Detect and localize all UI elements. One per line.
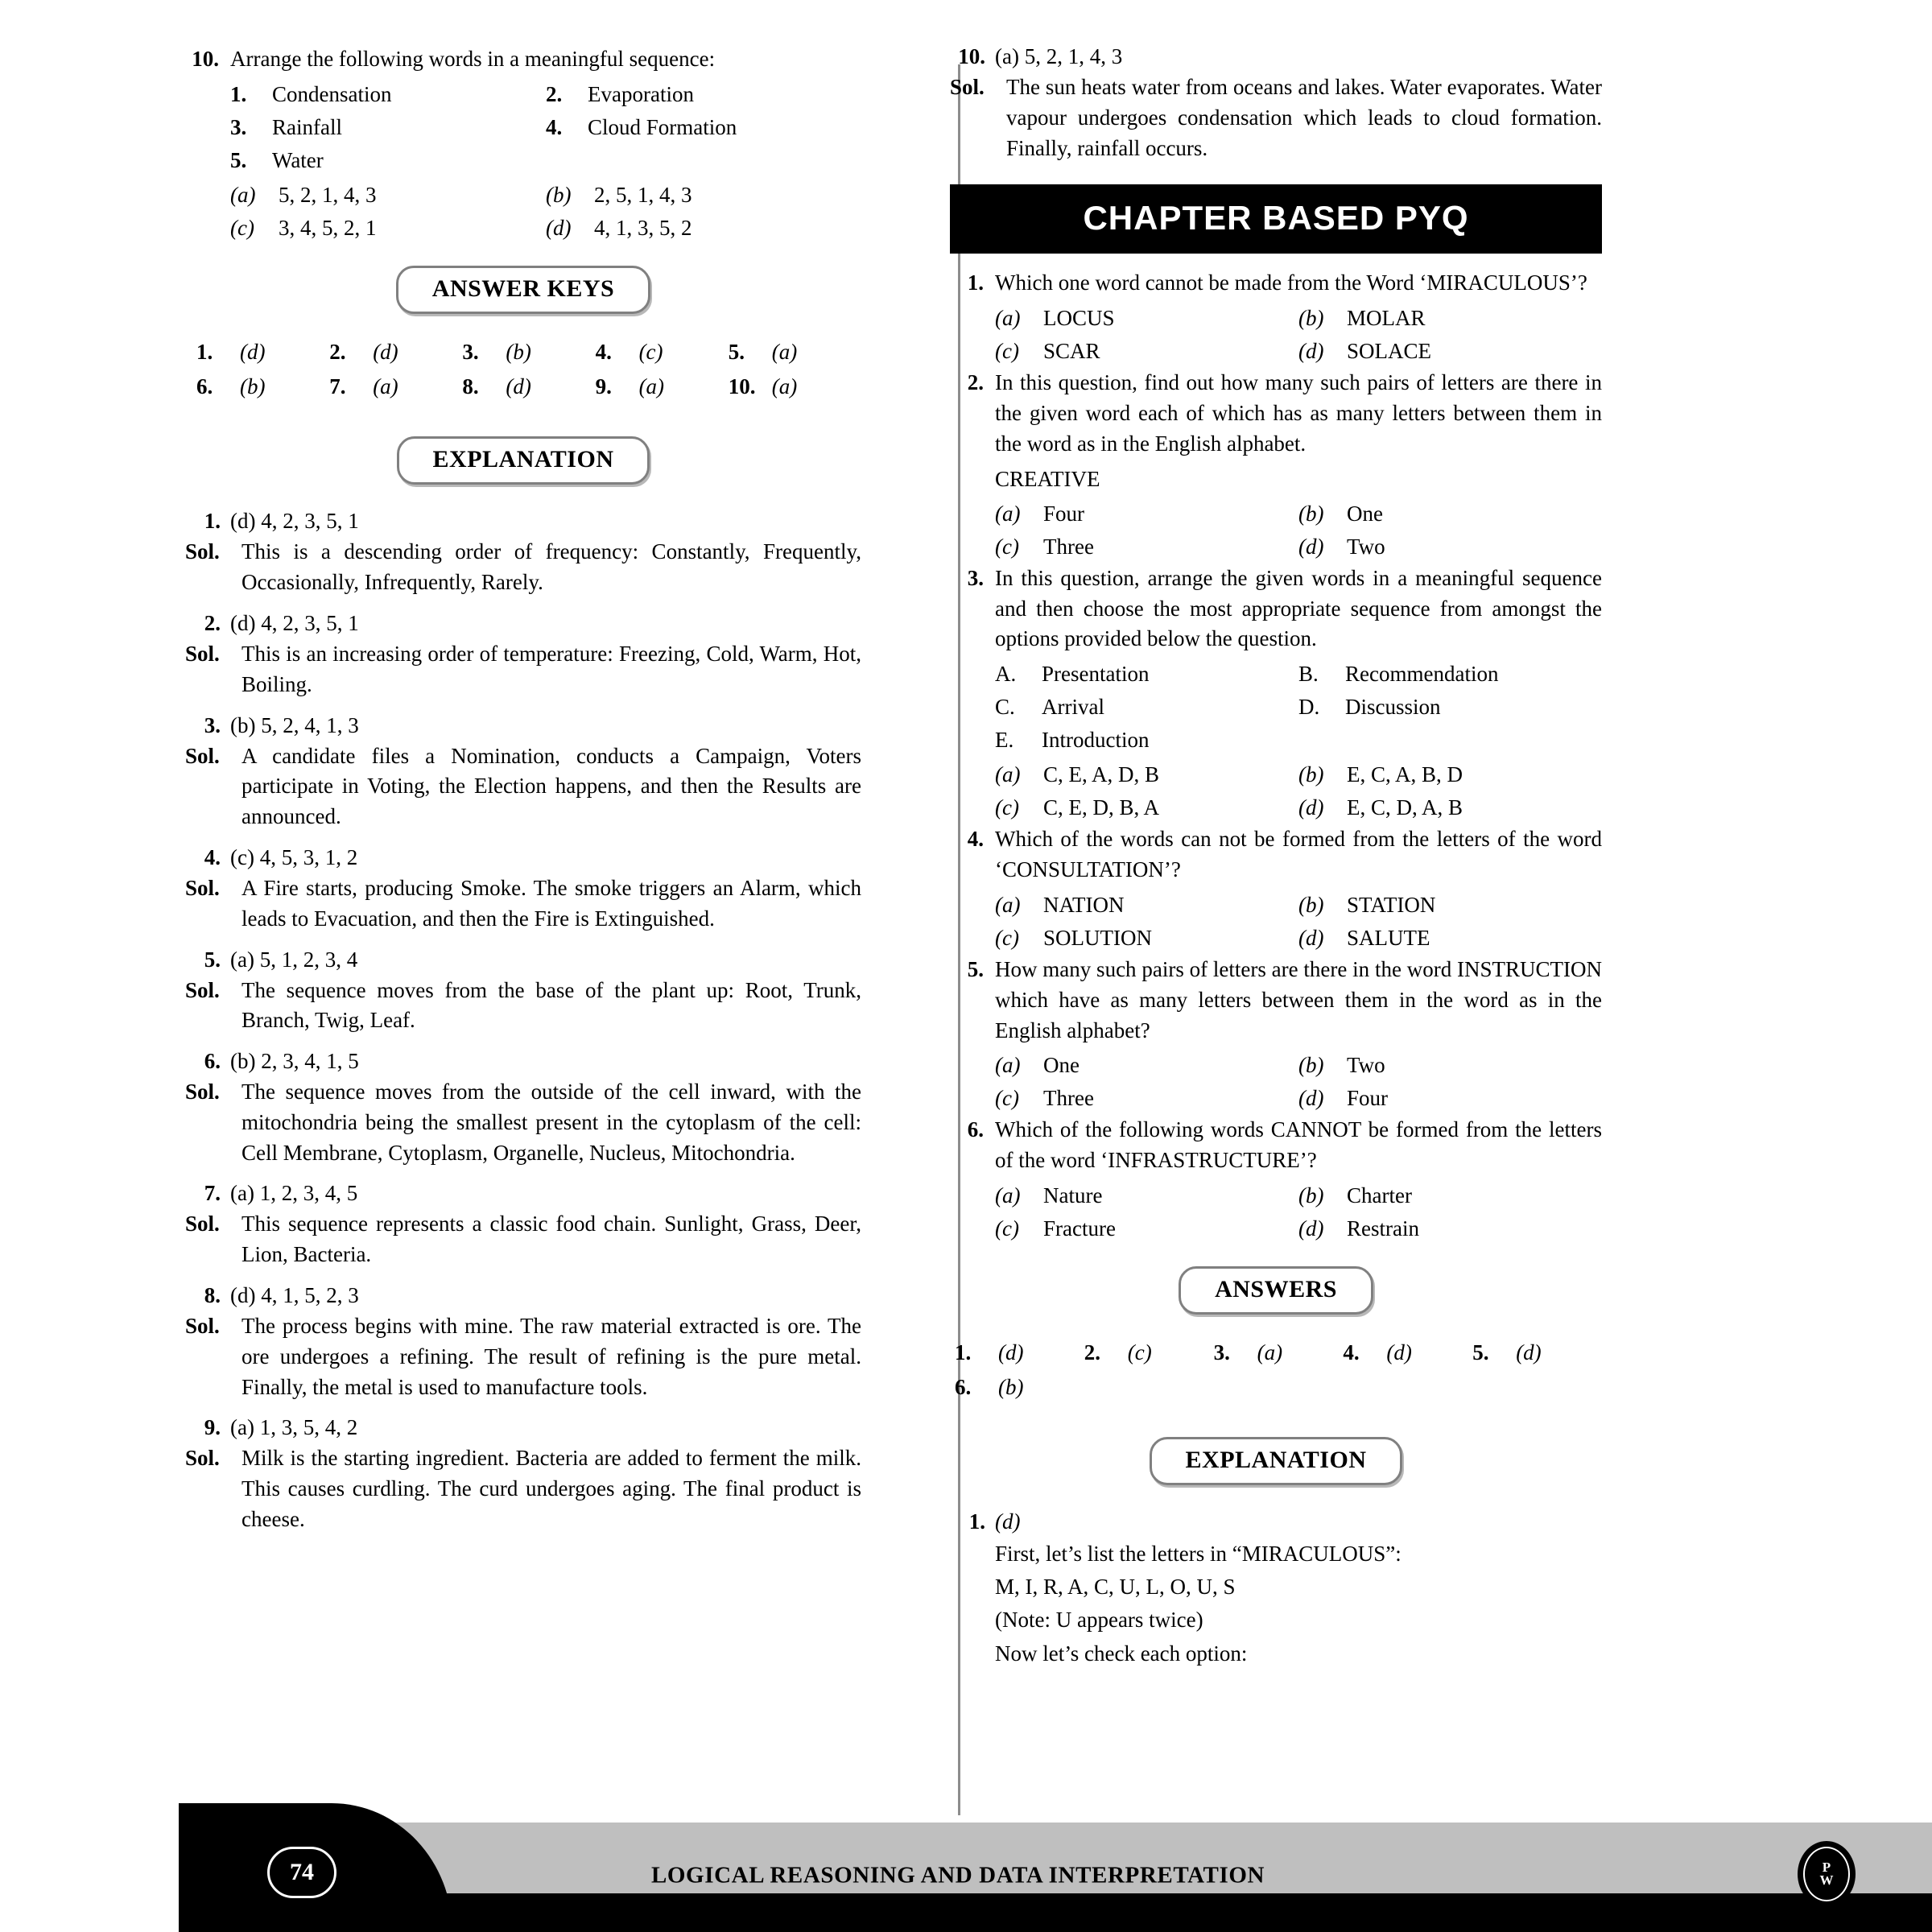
answer-item: [955, 1370, 1084, 1405]
option-key: (d): [1298, 339, 1324, 364]
answer-key-value: (b): [506, 339, 531, 364]
option-b[interactable]: [1298, 758, 1602, 791]
answer-key-number: 5.: [728, 339, 745, 364]
option-key: (c): [995, 925, 1019, 950]
option-row: [995, 1049, 1602, 1082]
option-a[interactable]: [995, 302, 1298, 335]
answer-key-value: (a): [638, 374, 665, 399]
answers-badge: ANSWERS: [1179, 1266, 1373, 1315]
explanation-answer: [185, 1415, 861, 1440]
option-c[interactable]: [230, 212, 546, 245]
answer-keys-badge: ANSWER KEYS: [396, 266, 650, 314]
two-column-layout: [185, 44, 1747, 1799]
page-number: 74: [267, 1847, 336, 1898]
option-a[interactable]: [995, 889, 1298, 922]
explanation-answer-text: (c) 4, 5, 3, 1, 2: [230, 844, 358, 869]
explanation-number: 9.: [204, 1415, 221, 1440]
explanation-answer-text: (d) 4, 1, 5, 2, 3: [230, 1283, 359, 1308]
option-value: Two: [1347, 534, 1385, 559]
option-row: [995, 758, 1602, 791]
option-c[interactable]: [995, 1212, 1298, 1245]
option-key: (c): [995, 339, 1019, 364]
option-value: One: [1347, 501, 1383, 526]
solution-label: Sol.: [950, 75, 985, 99]
sequence-value: Discussion: [1345, 695, 1441, 720]
explanation-answer-text: (a) 1, 3, 5, 4, 2: [230, 1415, 358, 1440]
explanation-answer: [185, 1049, 861, 1074]
answer-key-item: [462, 335, 595, 369]
explanation-answer-text: (a) 5, 2, 1, 4, 3: [995, 44, 1123, 68]
pyq-4-number: 4.: [967, 827, 984, 852]
explanation-line: (Note: U appears twice): [995, 1608, 1203, 1633]
explanation-answer-text: (d) 4, 2, 3, 5, 1: [230, 610, 359, 635]
answer-number: 3.: [1213, 1340, 1230, 1365]
sequence-value: Arrival: [1042, 695, 1104, 720]
answer-item: [1084, 1335, 1214, 1370]
explanation-number: 1.: [968, 1509, 985, 1534]
option-value: C, E, D, B, A: [1043, 795, 1160, 820]
pyq-3-options: [995, 758, 1602, 824]
page-footer: [0, 1803, 1932, 1932]
answer-key-item: [596, 369, 729, 404]
solution-block: [185, 1209, 861, 1270]
option-key: (a): [995, 306, 1021, 331]
option-key: (b): [1298, 501, 1324, 526]
pyq-4-text: Which of the words can not be formed from the letters of the word ‘CONSULTATION’?: [995, 827, 1602, 882]
sequence-value: Introduction: [1042, 728, 1150, 753]
explanation-number: 5.: [204, 947, 221, 972]
explanation-answer-10: [950, 44, 1602, 69]
option-row: [230, 212, 861, 245]
solution-block: [185, 1077, 861, 1168]
option-key: (d): [546, 215, 572, 240]
option-key: (a): [995, 892, 1021, 917]
solution-text: The sequence moves from the base of the plant up: Root, Trunk, Branch, Twig, Leaf.: [242, 977, 861, 1033]
sequence-value: Recommendation: [1345, 662, 1499, 687]
question-10-options: [230, 179, 861, 245]
pyq-2-text: In this question, find out how many such pairs of letters are there in the given word each of which has as many letters between them in the word as in the English alphabet.: [995, 370, 1602, 456]
option-key: (c): [995, 534, 1019, 559]
option-value: E, C, A, B, D: [1347, 762, 1463, 787]
word-value: Rainfall: [272, 114, 342, 139]
explanation-answer: [185, 713, 861, 738]
word-item: [546, 111, 861, 144]
option-row: [995, 530, 1602, 564]
pyq-question-6: [950, 1115, 1602, 1176]
explanation-number: 6.: [204, 1049, 221, 1074]
option-key: (b): [1298, 762, 1324, 787]
explanation-answer: [185, 947, 861, 972]
option-row: [995, 1179, 1602, 1212]
sequence-item: [995, 658, 1298, 691]
answer-item: [1343, 1335, 1472, 1370]
option-value: C, E, A, D, B: [1043, 762, 1160, 787]
sequence-item: [1298, 658, 1602, 691]
answer-key-number: 2.: [329, 339, 346, 364]
option-key: (a): [995, 762, 1021, 787]
option-key: (a): [230, 182, 256, 207]
option-key: (a): [995, 1053, 1021, 1078]
sequence-item: [995, 691, 1298, 724]
explanation-number: 4.: [204, 844, 221, 869]
answer-number: 6.: [955, 1375, 972, 1400]
word-item: [230, 78, 546, 111]
answer-key-value: (d): [240, 339, 266, 364]
option-value: Charter: [1347, 1183, 1412, 1208]
sequence-item: [995, 724, 1298, 757]
explanation-badge-wrap-right: [950, 1437, 1602, 1485]
solution-block: [185, 976, 861, 1037]
option-a[interactable]: [995, 497, 1298, 530]
option-key: (b): [1298, 1183, 1324, 1208]
option-row: [995, 497, 1602, 530]
explanation-answer-text: (d) 4, 2, 3, 5, 1: [230, 509, 359, 534]
solution-text: Milk is the starting ingredient. Bacteria are added to ferment the milk. This causes curdling. The curd undergoes aging. The final product is cheese.: [242, 1446, 861, 1532]
sequence-key: A.: [995, 662, 1017, 687]
option-row: [995, 791, 1602, 824]
answer-key-value: (c): [638, 339, 663, 364]
option-row: [995, 1212, 1602, 1245]
answer-key-value: (d): [506, 374, 531, 399]
option-c[interactable]: [995, 1082, 1298, 1115]
solution-text: This is an increasing order of temperature: Freezing, Cold, Warm, Hot, Boiling.: [242, 641, 861, 696]
option-d[interactable]: [1298, 1212, 1602, 1245]
option-value: MOLAR: [1347, 306, 1426, 331]
solution-block: [185, 537, 861, 598]
option-b[interactable]: [546, 179, 861, 212]
sequence-item: [1298, 691, 1602, 724]
option-c[interactable]: [995, 335, 1298, 368]
word-key: 1.: [230, 81, 247, 106]
explanation-answer-text: (b) 2, 3, 4, 1, 5: [230, 1049, 359, 1074]
option-key: (d): [1298, 1086, 1324, 1111]
option-row: [995, 335, 1602, 368]
answer-value: (b): [998, 1375, 1024, 1400]
solution-text: The process begins with mine. The raw material extracted is ore. The ore undergoes a refining. The result of refining is the pure metal. Finally, the metal is used to manufacture tools.: [242, 1314, 861, 1399]
answer-key-number: 3.: [462, 339, 479, 364]
option-value: LOCUS: [1043, 306, 1115, 331]
explanation-answer-text: (d): [995, 1509, 1021, 1534]
answer-key-number: 6.: [196, 374, 213, 399]
answer-key-item: [329, 335, 462, 369]
option-value: STATION: [1347, 892, 1436, 917]
pyq-question-2: [950, 368, 1602, 459]
answer-keys-badge-wrap: [185, 266, 861, 314]
answer-value: (d): [1386, 1340, 1412, 1365]
solution-block-10: [950, 72, 1602, 163]
solution-text: A candidate files a Nomination, conducts a Campaign, Voters participate in Voting, the Election happens, and then the Results are announced.: [242, 743, 861, 829]
solution-text: The sequence moves from the outside of the cell inward, with the mitochondria being the smallest present in the cytoplasm of the cell: Cell Membrane, Cytoplasm, Organelle, Nucleus, Mitochondria.: [242, 1080, 861, 1165]
option-b[interactable]: [1298, 302, 1602, 335]
option-row: [995, 1082, 1602, 1115]
pyq-3-number: 3.: [967, 565, 984, 590]
option-d[interactable]: [1298, 791, 1602, 824]
word-key: 2.: [546, 81, 563, 106]
option-key: (b): [1298, 306, 1324, 331]
option-value: Nature: [1043, 1183, 1103, 1208]
right-column: [894, 44, 1602, 1799]
pyq-2-number: 2.: [967, 370, 984, 395]
option-c[interactable]: [995, 922, 1298, 955]
answer-key-value: (d): [373, 339, 398, 364]
word-value: Cloud Formation: [588, 114, 737, 139]
explanation-number: 2.: [204, 610, 221, 635]
explanation-number: 10.: [958, 44, 985, 68]
answers-grid: [950, 1335, 1602, 1405]
pw-logo-inner: [1803, 1847, 1850, 1901]
solution-label: Sol.: [185, 1212, 220, 1236]
word-key: 5.: [230, 147, 247, 172]
option-value: Four: [1347, 1086, 1389, 1111]
pyq-question-3: [950, 564, 1602, 654]
pyq-6-text: Which of the following words CANNOT be formed from the letters of the word ‘INFRASTRUCTURE’?: [995, 1117, 1602, 1173]
answer-key-item: [196, 335, 329, 369]
question-10-word-list: [230, 78, 861, 177]
word-value: Condensation: [272, 81, 392, 106]
option-value: One: [1043, 1053, 1080, 1078]
sequence-key: B.: [1298, 662, 1319, 687]
explanation-answer-text: (a) 5, 1, 2, 3, 4: [230, 947, 358, 972]
option-d[interactable]: [1298, 922, 1602, 955]
answer-key-number: 4.: [595, 339, 612, 364]
answer-key-item: [729, 369, 861, 404]
answer-key-number: 7.: [329, 374, 346, 399]
answer-key-item: [729, 335, 861, 369]
answer-key-value: (a): [771, 374, 798, 399]
explanation-answer: [185, 1283, 861, 1308]
explanation-number: 7.: [204, 1181, 221, 1206]
solution-label: Sol.: [185, 875, 220, 900]
pyq-2-options: [950, 497, 1602, 564]
option-key: (c): [995, 795, 1019, 820]
word-key: 4.: [546, 114, 563, 139]
pw-logo-top-letter: P: [1822, 1859, 1831, 1875]
explanation-answer: [185, 611, 861, 636]
explanation-answer: [185, 509, 861, 534]
answer-key-item: [329, 369, 462, 404]
right-explanation-lines: [950, 1538, 1602, 1670]
explanation-list: [185, 509, 861, 1535]
answer-number: 5.: [1472, 1340, 1489, 1365]
answer-number: 2.: [1084, 1340, 1101, 1365]
option-key: (a): [995, 1183, 1021, 1208]
option-b[interactable]: [1298, 1049, 1602, 1082]
sequence-key: E.: [995, 728, 1014, 753]
option-value: Four: [1043, 501, 1085, 526]
option-d[interactable]: [1298, 335, 1602, 368]
solution-block: [185, 1311, 861, 1402]
solution-block: [185, 741, 861, 832]
word-item: [230, 111, 546, 144]
solution-label: Sol.: [185, 539, 220, 564]
answer-value: (d): [1516, 1340, 1542, 1365]
solution-text: This is a descending order of frequency: Constantly, Frequently, Occasionally, Infrequently, Rarely.: [242, 539, 861, 595]
pyq-question-5: [950, 955, 1602, 1046]
word-value: Evaporation: [588, 81, 694, 106]
explanation-answer: [185, 845, 861, 870]
option-a[interactable]: [995, 758, 1298, 791]
right-explanation-answer-1: [950, 1509, 1602, 1534]
solution-label: Sol.: [185, 641, 220, 666]
pyq-5-options: [950, 1049, 1602, 1115]
answer-keys-grid: [185, 335, 861, 404]
option-b[interactable]: [1298, 497, 1602, 530]
option-b[interactable]: [1298, 889, 1602, 922]
option-key: (b): [1298, 892, 1324, 917]
left-column: [185, 44, 894, 1799]
pyq-question-1: [950, 268, 1602, 299]
solution-label: Sol.: [185, 977, 220, 1002]
answers-badge-wrap: [950, 1266, 1602, 1315]
question-10-text: Arrange the following words in a meaningful sequence:: [230, 47, 716, 71]
solution-label: Sol.: [185, 1080, 220, 1104]
answer-key-item: [462, 369, 595, 404]
word-item: [230, 144, 546, 177]
option-key: (d): [1298, 534, 1324, 559]
option-value: NATION: [1043, 892, 1125, 917]
chapter-based-pyq-banner: CHAPTER BASED PYQ: [950, 184, 1602, 254]
option-a[interactable]: [995, 1049, 1298, 1082]
option-c[interactable]: [995, 530, 1298, 564]
pyq-5-number: 5.: [967, 956, 984, 981]
option-key: (b): [546, 182, 572, 207]
explanation-line: M, I, R, A, C, U, L, O, U, S: [995, 1575, 1236, 1600]
pw-logo: [1798, 1841, 1856, 1907]
explanation-badge-wrap: [185, 436, 861, 485]
word-item: [546, 78, 861, 111]
answer-key-number: 9.: [595, 374, 612, 399]
option-row: [230, 179, 861, 212]
option-value: SOLUTION: [1043, 925, 1152, 950]
answer-item: [955, 1335, 1084, 1370]
pw-logo-bottom-letter: W: [1819, 1872, 1834, 1888]
pyq-question-4: [950, 824, 1602, 886]
pyq-4-options: [950, 889, 1602, 955]
explanation-badge: EXPLANATION: [397, 436, 650, 485]
sequence-key: C.: [995, 695, 1015, 720]
answer-value: (c): [1127, 1340, 1152, 1365]
option-key: (d): [1298, 1216, 1324, 1241]
answer-key-value: (a): [373, 374, 398, 399]
option-value: SCAR: [1043, 339, 1100, 364]
option-value: 4, 1, 3, 5, 2: [594, 215, 692, 240]
solution-block: [185, 873, 861, 935]
pyq-3-item-list: [995, 658, 1602, 757]
answer-number: 4.: [1343, 1340, 1360, 1365]
option-a[interactable]: [230, 179, 546, 212]
explanation-line: First, let’s list the letters in “MIRACULOUS”:: [995, 1542, 1402, 1567]
option-row: [995, 922, 1602, 955]
pyq-1-text: Which one word cannot be made from the Word ‘MIRACULOUS’?: [995, 270, 1587, 295]
answer-key-value: (b): [240, 374, 266, 399]
explanation-badge-right: EXPLANATION: [1150, 1437, 1403, 1485]
explanation-answer-text: (b) 5, 2, 4, 1, 3: [230, 712, 359, 737]
pyq-1-number: 1.: [967, 270, 984, 295]
option-key: (c): [230, 215, 254, 240]
option-key: (a): [995, 501, 1021, 526]
explanation-answer-text: (a) 1, 2, 3, 4, 5: [230, 1181, 358, 1206]
pyq-5-text: How many such pairs of letters are there in the word INSTRUCTION which have as many letters between them in the word as in the English alphabet?: [995, 956, 1602, 1042]
option-key: (d): [1298, 795, 1324, 820]
solution-block: [185, 639, 861, 700]
pyq-3-text: In this question, arrange the given words in a meaningful sequence and then choose the most appropriate sequence from amongst the options provided below the question.: [995, 565, 1602, 651]
answer-key-number: 8.: [462, 374, 479, 399]
answer-key-item: [596, 335, 729, 369]
answer-number: 1.: [955, 1340, 972, 1365]
explanation-number: 8.: [204, 1283, 221, 1308]
word-value: Water: [272, 147, 324, 172]
option-value: 3, 4, 5, 2, 1: [279, 215, 377, 240]
option-value: Restrain: [1347, 1216, 1419, 1241]
question-10: [185, 44, 861, 75]
question-10-number: 10.: [192, 47, 219, 71]
option-value: 2, 5, 1, 4, 3: [594, 182, 692, 207]
option-value: Fracture: [1043, 1216, 1116, 1241]
option-row: [995, 889, 1602, 922]
option-b[interactable]: [1298, 1179, 1602, 1212]
option-d[interactable]: [1298, 530, 1602, 564]
pyq-6-options: [950, 1179, 1602, 1245]
option-row: [995, 302, 1602, 335]
sequence-value: Presentation: [1042, 662, 1150, 687]
option-d[interactable]: [1298, 1082, 1602, 1115]
sequence-key: D.: [1298, 695, 1320, 720]
explanation-answer: [185, 1181, 861, 1206]
option-value: Three: [1043, 534, 1094, 559]
solution-block: [185, 1443, 861, 1534]
option-c[interactable]: [995, 791, 1298, 824]
answer-key-item: [196, 369, 329, 404]
option-value: Two: [1347, 1053, 1385, 1078]
option-value: SALUTE: [1347, 925, 1430, 950]
option-key: (b): [1298, 1053, 1324, 1078]
answer-value: (d): [998, 1340, 1024, 1365]
pyq-6-number: 6.: [967, 1117, 984, 1142]
solution-text: A Fire starts, producing Smoke. The smoke triggers an Alarm, which leads to Evacuation, and then the Fire is Extinguished.: [242, 875, 861, 931]
answer-key-number: 10.: [728, 374, 756, 399]
solution-label: Sol.: [185, 1314, 220, 1339]
option-value: Three: [1043, 1086, 1094, 1111]
option-a[interactable]: [995, 1179, 1298, 1212]
answer-item: [1472, 1335, 1602, 1370]
word-key: 3.: [230, 114, 247, 139]
answer-key-value: (a): [771, 339, 798, 364]
explanation-number: 1.: [204, 509, 221, 534]
pyq-2-subject: CREATIVE: [995, 466, 1100, 491]
option-value: SOLACE: [1347, 339, 1432, 364]
footer-title: LOGICAL REASONING AND DATA INTERPRETATION: [650, 1862, 1265, 1889]
answer-key-number: 1.: [196, 339, 213, 364]
option-d[interactable]: [546, 212, 861, 245]
option-value: 5, 2, 1, 4, 3: [279, 182, 377, 207]
explanation-line: Now let’s check each option:: [995, 1641, 1248, 1666]
pyq-1-options: [950, 302, 1602, 368]
solution-text: The sun heats water from oceans and lakes. Water evaporates. Water vapour undergoes condensation which leads to cloud formation. Finally, rainfall occurs.: [1006, 75, 1602, 160]
solution-label: Sol.: [185, 743, 220, 768]
answer-item: [1214, 1335, 1344, 1370]
explanation-number: 3.: [204, 712, 221, 737]
solution-label: Sol.: [185, 1446, 220, 1471]
option-key: (c): [995, 1086, 1019, 1111]
solution-text: This sequence represents a classic food chain. Sunlight, Grass, Deer, Lion, Bacteria.: [242, 1212, 861, 1267]
answer-value: (a): [1257, 1340, 1283, 1365]
option-key: (c): [995, 1216, 1019, 1241]
option-value: E, C, D, A, B: [1347, 795, 1463, 820]
option-key: (d): [1298, 925, 1324, 950]
